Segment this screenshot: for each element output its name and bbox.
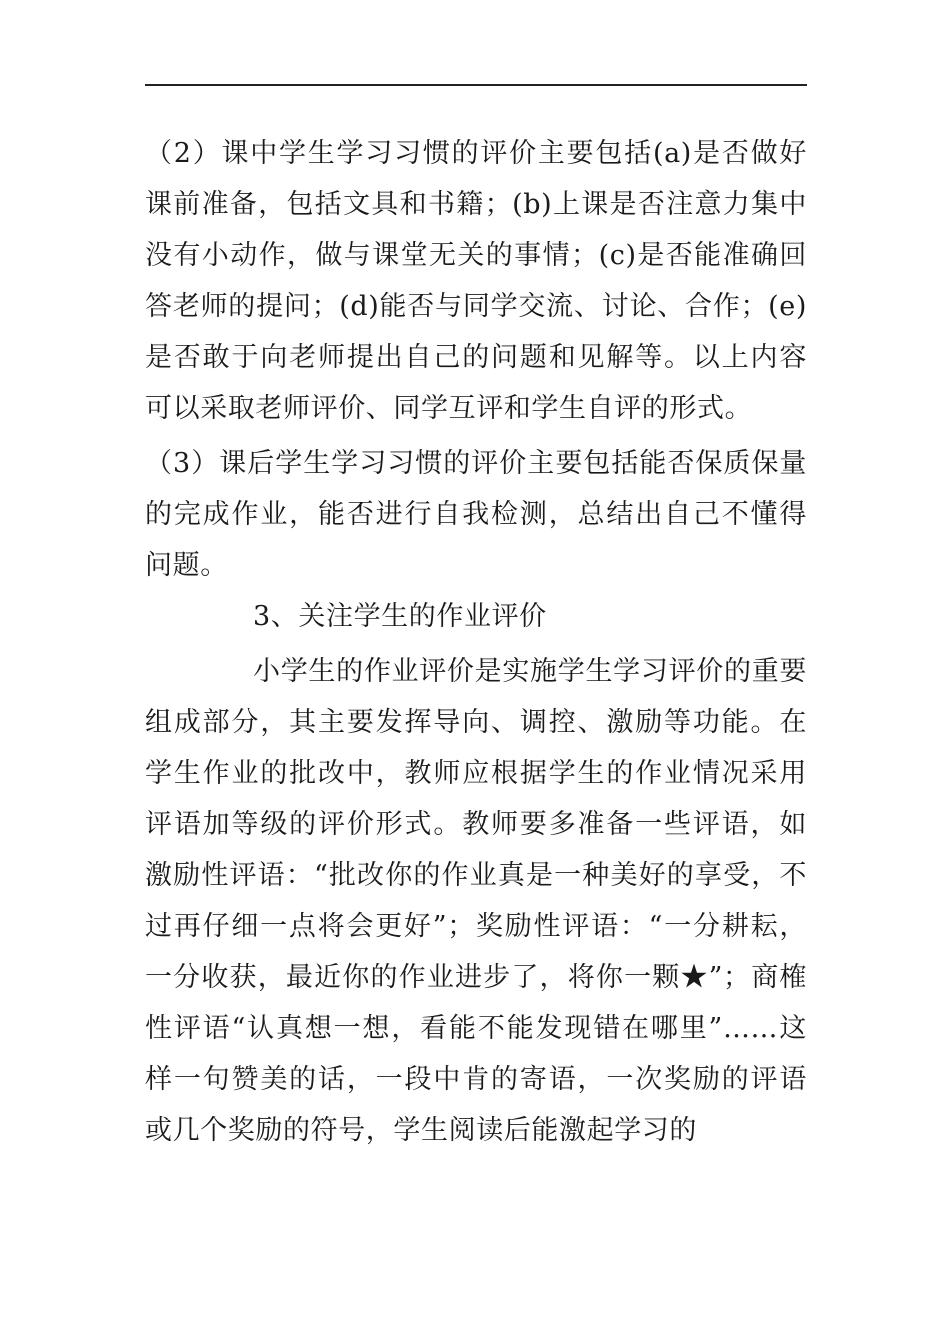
section-heading-homework-evaluation: 3、关注学生的作业评价 [253, 601, 547, 632]
header-rule [145, 84, 807, 86]
document-body [145, 128, 807, 1156]
paragraph-homework-evaluation: 小学生的作业评价是实施学生学习评价的重要组成部分，其主要发挥导向、调控、激励等功能。在学生作业的批改中，教师应根据学生的作业情况采用评语加等级的评价形式。教师要多准备一些评语，如激励性评语：“批改你的作业真是一种美好的享受，不过再仔细一点将会更好”；奖励性评语：“一分耕耘，一分收获，最近你的作业进步了，将你一颗★”；商榷性评语“认真想一想，看能不能发现错在哪里”……这样一句赞美的话，一段中肯的寄语，一次奖励的评语或几个奖励的符号，学生阅读后能激起学习的 [145, 656, 807, 1146]
paragraph-after-class-habits: （3）课后学生学习习惯的评价主要包括能否保质保量的完成作业，能否进行自我检测，总结出自己不懂得问题。 [145, 448, 807, 581]
paragraph-in-class-habits: （2）课中学生学习习惯的评价主要包括(a)是否做好课前准备，包括文具和书籍；(b)上课是否注意力集中没有小动作，做与课堂无关的事情；(c)是否能准确回答老师的提问；(d)能否与同学交流、讨论、合作；(e)是否敢于向老师提出自己的问题和见解等。以上内容可以采取老师评价、同学互评和学生自评的形式。 [145, 138, 807, 424]
